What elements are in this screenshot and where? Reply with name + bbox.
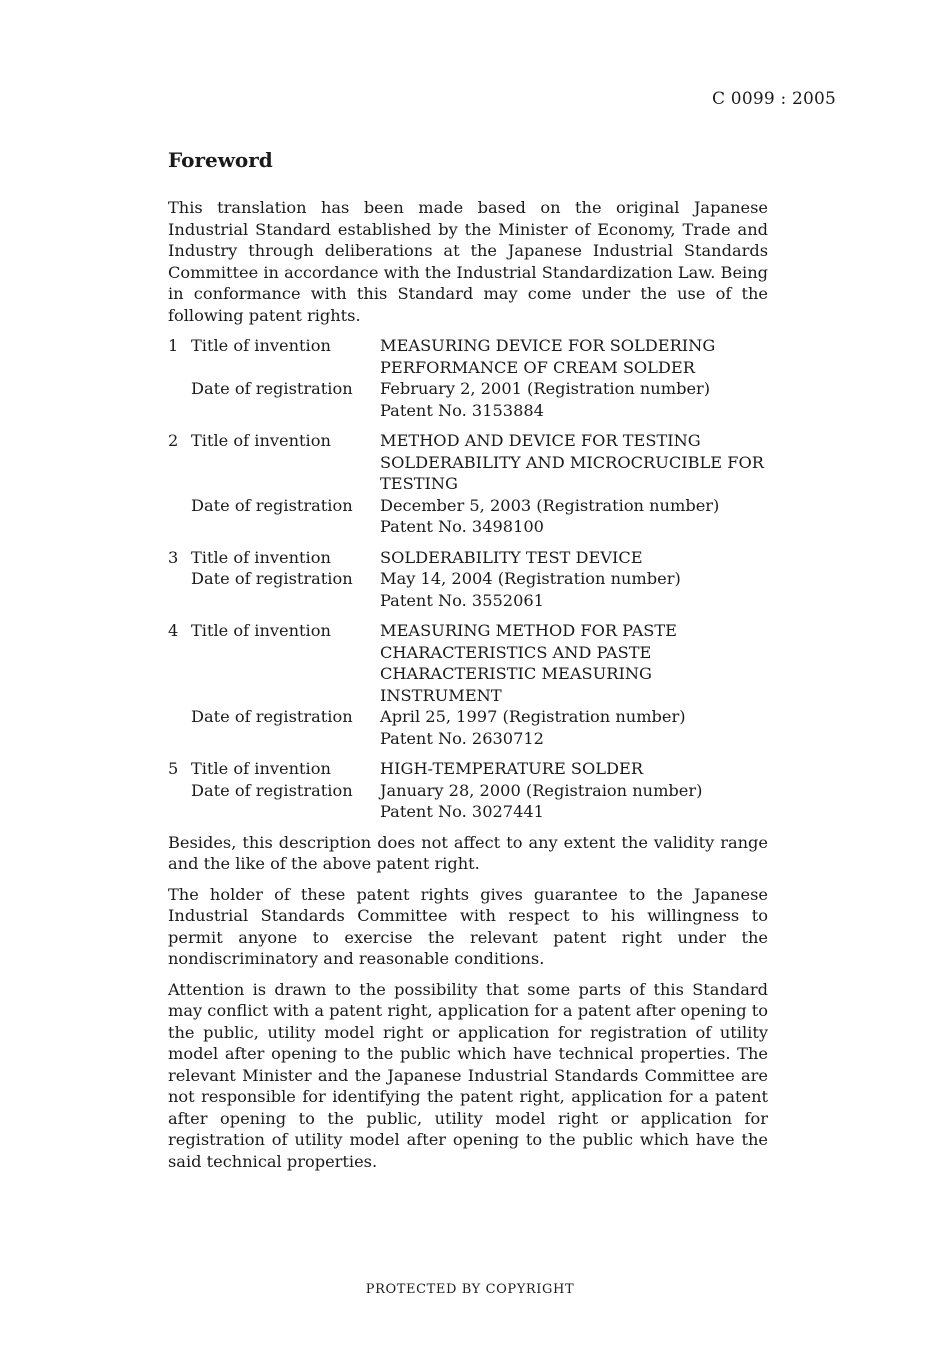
patent-no: Patent No. 3552061 [380,590,544,610]
title-label: Title of invention [191,759,331,778]
attention-paragraph: Attention is drawn to the possibility that some parts of this Standard may conflict with a patent right, application for a patent after opening to the public, utility model right or application for registration of utility model after opening to the public which have technical properties. The relevant Minister and the Japanese Industrial Standards Committee are not responsible for identifying the patent right, application for a patent after opening to the public, utility model right or application for registration of utility model after opening to the public which have the said technical properties. [168,979,768,1171]
patent-number: 4 [168,621,179,640]
patent-no: Patent No. 3153884 [380,400,544,420]
guarantee-paragraph: The holder of these patent rights gives guarantee to the Japanese Industrial Standards Committee with respect to his willingness to permit anyone to exercise the relevant patent right under the nondiscriminatory and reasonable conditions. [168,884,768,968]
date-label: Date of registration [191,379,353,398]
patent-number: 3 [168,547,179,567]
patent-number: 1 [168,336,179,355]
patent-title: METHOD AND DEVICE FOR TESTING SOLDERABILITY AND MICROCRUCIBLE FOR TESTING [380,431,764,493]
date-label: Date of registration [191,495,353,515]
standard-number: C 0099 : 2005 [712,89,837,109]
patent-title: MEASURING DEVICE FOR SOLDERING PERFORMANCE OF CREAM SOLDER [380,336,716,377]
title-label: Title of invention [191,336,331,355]
title-label: Title of invention [191,547,331,567]
patent-entry [168,620,768,749]
patent-number: 2 [168,431,179,450]
patent-date: January 28, 2000 (Registraion number) [380,780,703,800]
patent-date: February 2, 2001 (Registration number) [380,379,711,398]
date-label: Date of registration [191,707,353,726]
patent-title: MEASURING METHOD FOR PASTE CHARACTERISTICS AND PASTE CHARACTERISTIC MEASURING INSTRUMENT [380,621,677,705]
patent-no: Patent No. 2630712 [380,728,544,748]
date-label: Date of registration [191,780,353,800]
intro-paragraph: This translation has been made based on the original Japanese Industrial Standard established by the Minister of Economy, Trade and Industry through deliberations at the Japanese Industrial Standards Committee in accordance with the Industrial Standardization Law. Being in conformance with this Standard may come under the use of the following patent rights. [168,198,768,325]
patent-no: Patent No. 3498100 [380,517,544,536]
foreword-body [168,197,768,1172]
validity-paragraph: Besides, this description does not affect to any extent the validity range and the like of the above patent right. [168,832,768,873]
patent-no: Patent No. 3027441 [380,802,544,821]
patent-entry [168,335,768,421]
patent-date: May 14, 2004 (Registration number) [380,569,681,588]
patent-title: SOLDERABILITY TEST DEVICE [380,547,643,567]
patent-title: HIGH-TEMPERATURE SOLDER [380,759,644,778]
patent-number: 5 [168,759,179,778]
page-title: Foreword [168,148,273,172]
title-label: Title of invention [191,621,331,640]
patent-entry [168,430,768,538]
patent-date: December 5, 2003 (Registration number) [380,495,720,515]
copyright-footer: PROTECTED BY COPYRIGHT [365,1282,575,1297]
title-label: Title of invention [191,431,331,450]
patent-entry [168,547,768,612]
patent-date: April 25, 1997 (Registration number) [380,707,686,726]
date-label: Date of registration [191,569,353,588]
patent-entry [168,758,768,823]
